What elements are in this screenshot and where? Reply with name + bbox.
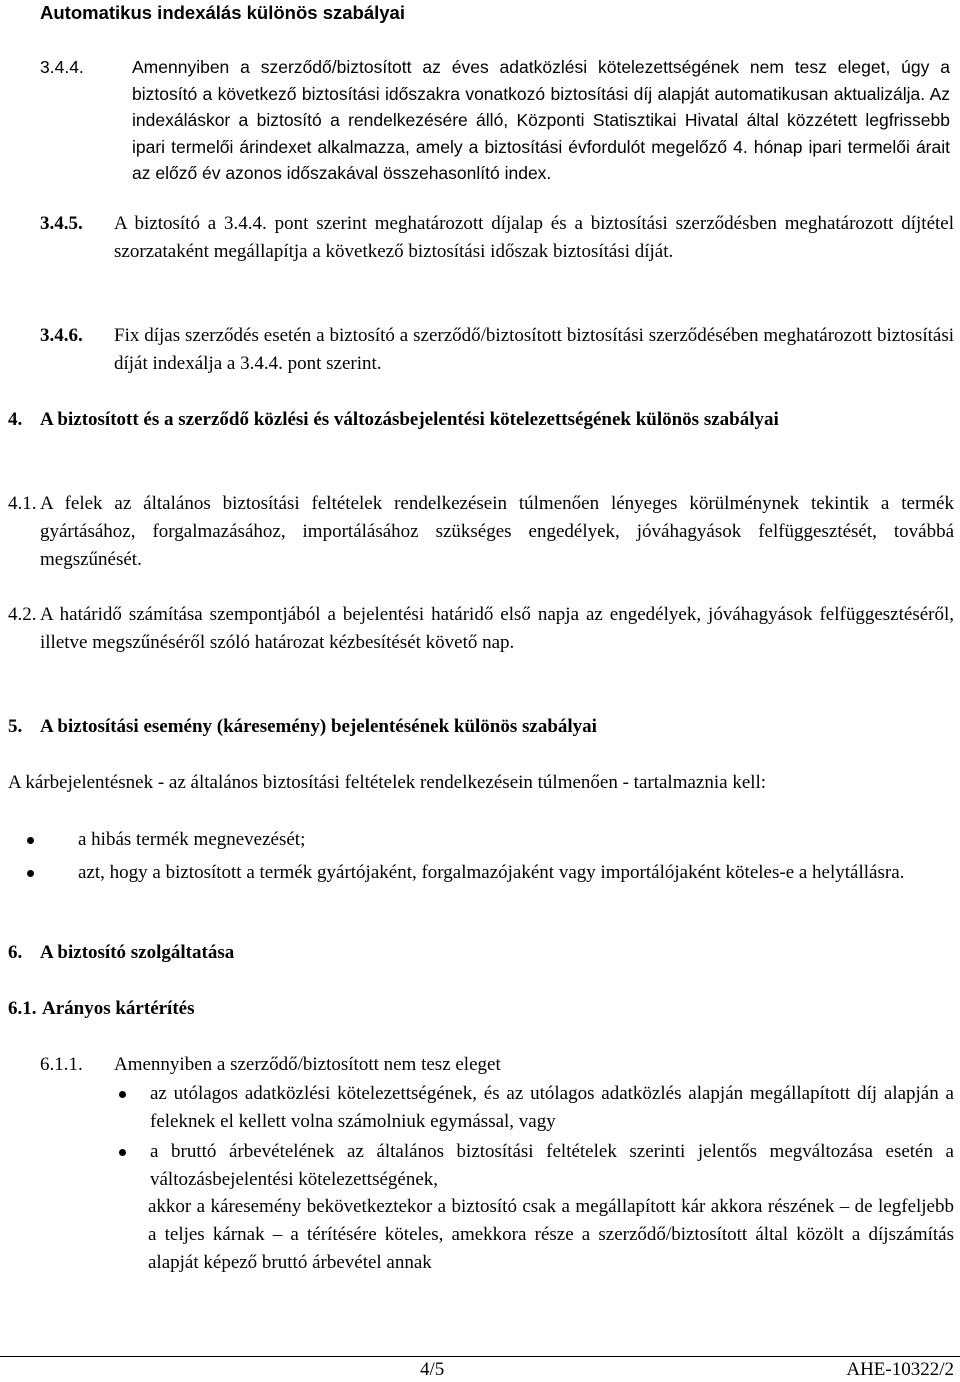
paragraph-text: Amennyiben a szerződő/biztosított az éves adatközlési kötelezettségének nem tesz eleget, úgy a biztosító a következő biztosítási időszakra vonatkozó biztosítási díj alapját automatikusan aktualizálja. Az indexáláskor a biztosító a rendelkezésére álló, Központi Statisztikai Hivatal által közzétett legfrissebb ipari termelői árindexet alkalmazza, amely a biztosítási évfordulót megelőző 4. hónap ipari termelői árait az előző év azonos időszakával összehasonlító index. (132, 57, 950, 183)
section-title: A biztosítási esemény (káresemény) bejelentésének különös szabályai (40, 716, 597, 737)
list-item-text: azt, hogy a biztosított a termék gyártójaként, forgalmazójaként vagy importálójaként köteles-e a helytállásra. (78, 862, 905, 883)
section-title: A biztosított és a szerződő közlési és változásbejelentési kötelezettségének különös szabályai (40, 409, 779, 430)
section-number: 5. (8, 716, 23, 737)
paragraph-6-1-1-tail: akkor a káresemény bekövetkeztekor a biztosító csak a megállapított kár akkora részének – de legfeljebb a teljes kárnak – a térítésére köteles, amekkora része a szerződő/biztosított által közölt a díjszámítás alapját képező bruttó árbevétel annak (148, 1196, 954, 1273)
paragraph-number: 3.4.5. (40, 213, 83, 234)
section-5-intro: A kárbejelentésnek - az általános biztosítási feltételek rendelkezésein túlmenően - tartalmaznia kell: (8, 772, 767, 793)
list-item-text: a bruttó árbevételének az általános biztosítási feltételek szerinti jelentős megváltozása esetén a változásbejelentési kötelezettségének, (150, 1141, 954, 1190)
bullet-icon (27, 870, 34, 877)
section-number: 6.1. (8, 998, 37, 1019)
paragraph-text: Fix díjas szerződés esetén a biztosító a szerződő/biztosított biztosítási szerződésében meghatározott biztosítási díját indexálja a 3.4.4. pont szerint. (114, 325, 954, 374)
paragraph-3-4-4 (8, 54, 954, 184)
section-title: Arányos kártérítés (42, 998, 195, 1019)
section-number: 4. (8, 409, 23, 430)
condition-bullet-list (8, 1080, 954, 1194)
paragraph-number: 6.1.1. (40, 1054, 83, 1075)
list-item-text: az utólagos adatközlési kötelezettségének, és az utólagos adatközlés alapján megállapított díj alapján a feleknek el kellett volna számolniuk egymással, vagy (150, 1083, 954, 1132)
paragraph-number: 3.4.4. (40, 57, 84, 77)
section-heading: Automatikus indexálás különös szabályai (40, 2, 405, 23)
bullet-icon (27, 837, 34, 844)
document-code: AHE-10322/2 (846, 1359, 954, 1380)
bullet-icon (119, 1149, 126, 1156)
paragraph-text: A határidő számítása szempontjából a bejelentési határidő első napja az engedélyek, jóváhagyások felfüggesztéséről, illetve megszűnéséről szóló határozat kézbesítését követő nap. (40, 604, 954, 653)
paragraph-text: A felek az általános biztosítási feltételek rendelkezésein túlmenően lényeges körülménynek tekintik a termék gyártásához, forgalmazásához, importálásához szükséges engedélyek, jóváhagyások felfüggesztését, továbbá megszűnését. (40, 493, 954, 570)
list-item-text: a hibás termék megnevezését; (78, 829, 306, 850)
paragraph-number: 4.1. (8, 493, 37, 514)
list-item (8, 859, 954, 887)
paragraph-lead: Amennyiben a szerződő/biztosított nem tesz eleget (114, 1054, 501, 1075)
list-item (8, 826, 954, 854)
paragraph-number: 4.2. (8, 604, 37, 625)
section-title: A biztosító szolgáltatása (40, 942, 235, 963)
paragraph-number: 3.4.6. (40, 325, 83, 346)
claim-report-bullet-list (8, 826, 954, 887)
list-item (8, 1080, 954, 1136)
list-item (8, 1138, 954, 1194)
bullet-icon (119, 1091, 126, 1098)
section-number: 6. (8, 942, 23, 963)
paragraph-text: A biztosító a 3.4.4. pont szerint meghatározott díjalap és a biztosítási szerződésben meghatározott díjtétel szorzataként megállapítja a következő biztosítási időszak biztosítási díját. (114, 213, 954, 262)
page-number: 4/5 (420, 1359, 445, 1380)
footer-divider (0, 1356, 960, 1357)
